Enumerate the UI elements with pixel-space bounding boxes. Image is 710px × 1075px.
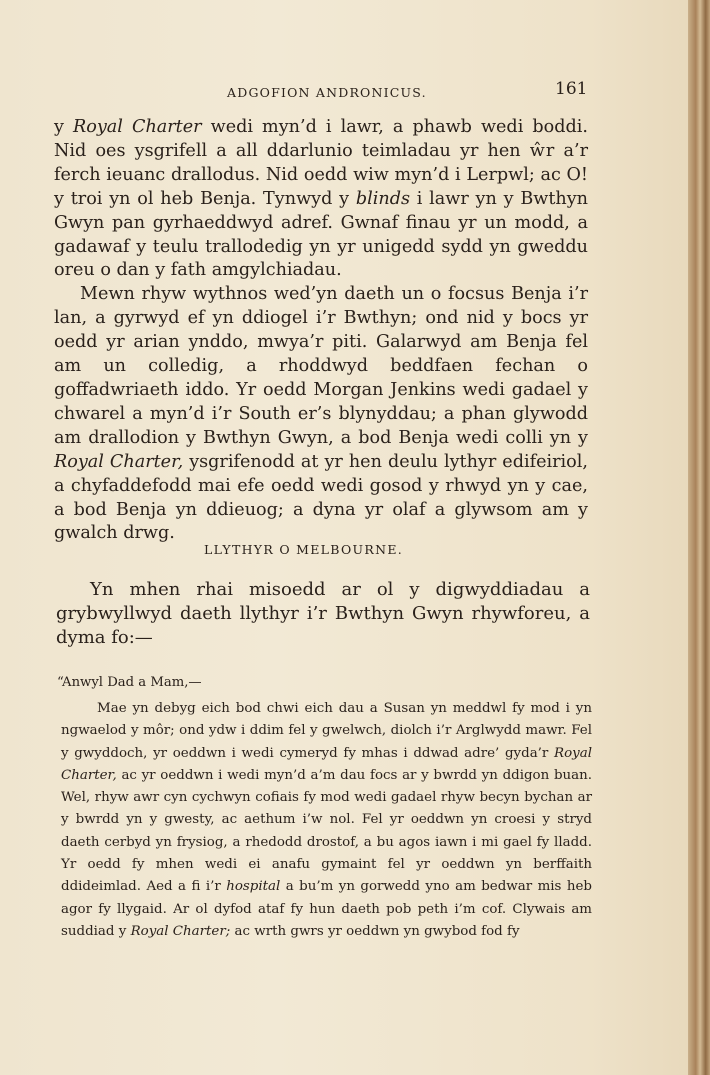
paragraph-1: y Royal Charter wedi myn’d i lawr, a phawb wedi boddi. Nid oes ysgrifell a all ddarlunio teimladau yr hen ŵr a’r ferch ieuanc drallodus. Nid oedd wiw myn’d i Lerpwl; ac O! y troi yn ol heb Benja. Tynwyd y blinds i lawr yn y Bwthyn Gwyn pan gyrhaeddwyd adref. Gwnaf finau yr un modd, a gadawaf y teulu trallodedig yn yr unigedd sydd yn gweddu oreu o dan y fath amgylchiadau. xyxy=(54,117,588,281)
section-heading: LLYTHYR O MELBOURNE. xyxy=(204,542,404,557)
intro-paragraph xyxy=(56,578,590,650)
main-text xyxy=(54,116,588,546)
italic-word: blinds xyxy=(355,188,410,209)
letter-salutation: “Anwyl Dad a Mam,— xyxy=(57,675,202,690)
italic-ship-name: Royal Charter, xyxy=(54,451,184,472)
italic-ship-name: Royal Charter xyxy=(73,117,202,137)
page-number: 161 xyxy=(555,79,588,99)
book-spine-edge xyxy=(688,0,710,1075)
intro-text: Yn mhen rhai misoedd ar ol y digwyddiadau a grybwyllwyd daeth llythyr i’r Bwthyn Gwyn rhywforeu, a dyma fo:— xyxy=(56,579,590,648)
running-title: ADGOFION ANDRONICUS. xyxy=(227,85,427,100)
italic-ship-name: Royal Charter; xyxy=(130,923,231,939)
italic-ship-name: Royal Charter, xyxy=(61,745,592,783)
italic-word: hospital xyxy=(226,879,281,895)
letter-paragraph: Mae yn debyg eich bod chwi eich dau a Susan yn meddwl fy mod i yn ngwaelod y môr; ond ydw i ddim fel y gwelwch, diolch i’r Arglwydd mawr. Fel y gwyddoch, yr oeddwn i wedi cymeryd fy mhas i ddwad adre’ gyda’r Royal Charter, ac yr oeddwn i wedi myn’d a’m dau focs ar y bwrdd yn ddigon buan. Wel, rhyw awr cyn cychwyn cofiais fy mod wedi gadael rhyw becyn bychan ar y bwrdd yn y gwesty, ac aethum i’w nol. Fel yr oeddwn yn croesi y stryd daeth cerbyd yn frysiog, a rhedodd drostof, a bu agos iawn i mi gael fy lladd. Yr oedd fy mhen wedi ei anafu gymaint fel yr oeddwn yn berffaith ddideimlad. Aed a fi i’r hospital a bu’m yn gorwedd yno am bedwar mis heb agor fy llygaid. Ar ol dyfod ataf fy hun daeth pob peth i’m cof. Clywais am suddiad y Royal Charter; ac wrth gwrs yr oeddwn yn gwybod fod fy xyxy=(61,701,592,939)
letter-body xyxy=(61,698,592,943)
paragraph-2: Mewn rhyw wythnos wed’yn daeth un o focsus Benja i’r lan, a gyrwyd ef yn ddiogel i’r Bwthyn; ond nid y bocs yr oedd yr arian ynddo, mwya’r piti. Galarwyd am Benja fel am un colledig, a rhoddwyd beddfaen fechan o goffadwriaeth iddo. Yr oedd Morgan Jenkins wedi gadael y chwarel a myn’d i’r South er’s blynyddau; a phan glywodd am drallodion y Bwthyn Gwyn, a bod Benja wedi colli yn y Royal Charter, ysgrifenodd at yr hen deulu lythyr edifeiriol, a chyfaddefodd mai efe oedd wedi gosod y rhwyd yn y cae, a bod Benja yn ddieuog; a dyna yr olaf a glywsom am y gwalch drwg. xyxy=(54,284,588,544)
